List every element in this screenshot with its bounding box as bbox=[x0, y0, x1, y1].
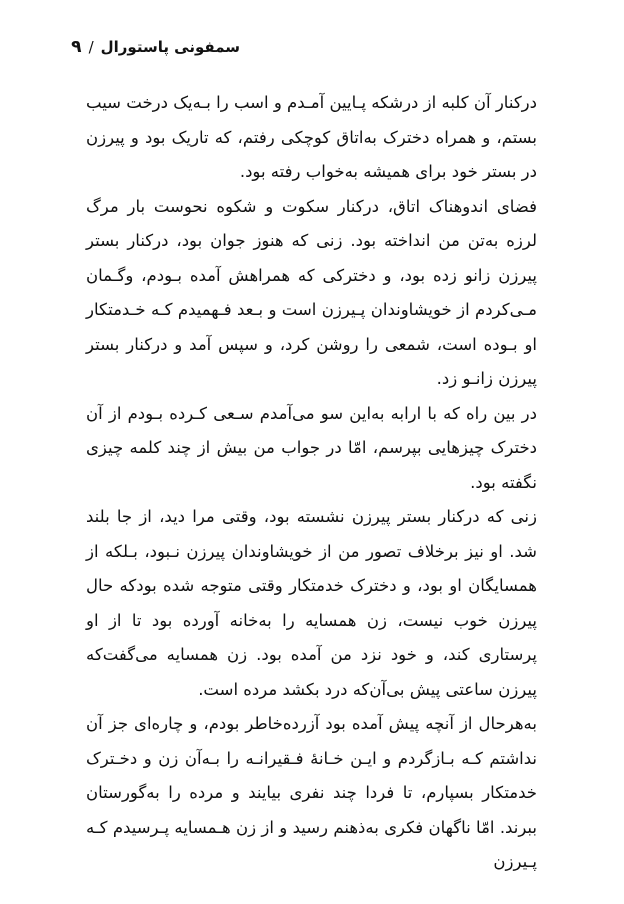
paragraph-4: زنی که درکنار بستر پیرزن نشسته بود، وقتی مرا دید، از جا بلند شد. او نیز برخلاف تصور من از خویشاوندان پیرزن نـبود، بـلکه از همسایگان او بود، و دخترک خدمتکار وقتی متوجه شده بودکه حال پیرزن خوب نیست، زن همسایه را به‌خانه آورده بود تا از او پرستاری کند، و خود نزد من آمده بود. زن همسایه می‌گفت‌که پیرزن ساعتی پیش بی‌آن‌که درد بکشد مرده است. bbox=[86, 507, 537, 699]
paragraph-3: در بین راه که با ارابه به‌این سو می‌آمدم سـعی کـرده بـودم از آن دخترک چیزهایی بپرسم، امّا در جواب من بیش از چند کلمه چیزی نگفته بود. bbox=[86, 403, 537, 492]
body-text bbox=[86, 86, 537, 880]
paragraph-5: به‌هرحال از آنچه پیش آمده بود آزرده‌خاطر بودم، و چاره‌ای جز آن نداشتم کـه بـازگردم و ایـن خـانهٔ فـقیرانـه را بـه‌آن زن و دخـترک خدمتکار بسپارم، تا فردا چند نفری بیایند و مرده را به‌گورستان ببرند. امّا ناگهان فکری به‌ذهنم رسید و از زن هـمسایه پـرسیدم کـه پـیرزن bbox=[86, 714, 537, 871]
header-separator: / bbox=[88, 38, 94, 56]
book-title: سمفونی پاستورال bbox=[100, 38, 240, 56]
paragraph-2: فضای اندوهناک اتاق، درکنار سکوت و شکوه نحوست بار مرگ لرزه به‌تن من انداخته بود. زنی که هنوز جوان بود، درکنار بستر پیرزن زانو زده بود، و دخترکی که همراهش آمده بـودم، وگـمان مـی‌کردم از خویشاوندان پـیرزن است و بـعد فـهمیدم کـه خـدمتکار او بـوده است، شمعی را روشن کرد، و سپس آمد و درکنار بستر پیرزن زانـو زد. bbox=[86, 196, 537, 388]
running-header bbox=[71, 34, 240, 60]
page-number: ۹ bbox=[71, 37, 82, 57]
paragraph-1: درکنار آن کلبه از درشکه پـایین آمـدم و اسب را بـه‌یک درخت سیب بستم، و همراه دخترک به‌اتاق کوچکی رفتم، که تاریک بود و پیرزن در بستر خود برای همیشه به‌خواب رفته بود. bbox=[86, 93, 537, 181]
